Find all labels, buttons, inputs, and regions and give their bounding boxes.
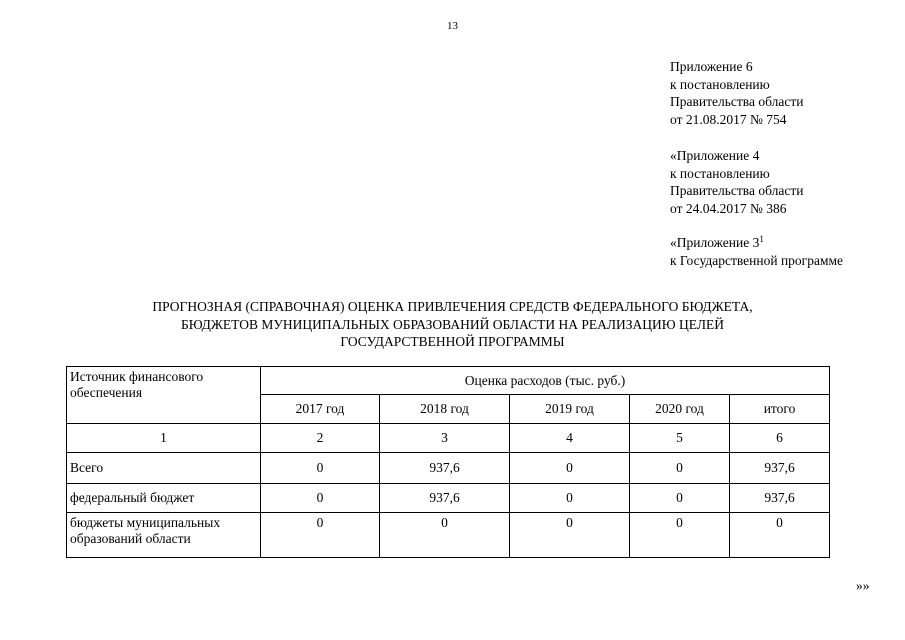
- document-title: [60, 298, 845, 351]
- closing-quote: »»: [856, 578, 870, 593]
- column-number: 3: [380, 424, 510, 453]
- table-cell: 937,6: [730, 483, 830, 512]
- title-line: ПРОГНОЗНАЯ (СПРАВОЧНАЯ) ОЦЕНКА ПРИВЛЕЧЕНИЯ СРЕДСТВ ФЕДЕРАЛЬНОГО БЮДЖЕТА,: [152, 299, 753, 314]
- appendix-3-superscript: 1: [759, 234, 764, 244]
- table-row: [67, 512, 830, 557]
- table-cell: 937,6: [380, 453, 510, 483]
- table-cell: 937,6: [730, 453, 830, 483]
- column-number: 1: [67, 424, 261, 453]
- table-cell: 0: [380, 512, 510, 557]
- appendix-3-block: [670, 234, 843, 269]
- column-number: 5: [630, 424, 730, 453]
- appendix-6-block: [670, 58, 803, 128]
- table-cell: 0: [730, 512, 830, 557]
- table-cell: 0: [630, 483, 730, 512]
- appendix-4-line: к постановлению: [670, 165, 770, 181]
- finance-table: [66, 366, 830, 558]
- year-header: 2019 год: [510, 395, 630, 424]
- appendix-6-line: к постановлению: [670, 76, 770, 92]
- appendix-6-line: Приложение 6: [670, 59, 753, 74]
- table-cell: 0: [630, 512, 730, 557]
- table-cell: 0: [261, 512, 380, 557]
- appendix-6-line: от 21.08.2017 № 754: [670, 111, 787, 127]
- table-cell: 0: [510, 453, 630, 483]
- table-header-row: [67, 367, 830, 395]
- table-cell: 0: [261, 483, 380, 512]
- table-cell: 937,6: [380, 483, 510, 512]
- row-label: бюджеты муниципальных образований области: [67, 512, 261, 557]
- table-row: [67, 453, 830, 483]
- appendix-4-line: от 24.04.2017 № 386: [670, 200, 787, 216]
- page-number: 13: [447, 20, 458, 32]
- title-line: ГОСУДАРСТВЕННОЙ ПРОГРАММЫ: [340, 334, 565, 349]
- column-number: 4: [510, 424, 630, 453]
- row-label: Всего: [67, 453, 261, 483]
- table-cell: 0: [630, 453, 730, 483]
- column-number-row: [67, 424, 830, 453]
- appendix-4-block: [670, 147, 803, 217]
- table-cell: 0: [261, 453, 380, 483]
- year-header: 2017 год: [261, 395, 380, 424]
- appendix-4-line: Правительства области: [670, 183, 804, 198]
- source-header: Источник финансового обеспечения: [67, 367, 261, 424]
- appendix-3-text: «Приложение 3: [670, 235, 760, 250]
- column-number: 6: [730, 424, 830, 453]
- appendix-3-line: к Государственной программе: [670, 252, 844, 268]
- appendix-3-line: [670, 234, 843, 252]
- title-line: БЮДЖЕТОВ МУНИЦИПАЛЬНЫХ ОБРАЗОВАНИЙ ОБЛАСТИ НА РЕАЛИЗАЦИЮ ЦЕЛЕЙ: [181, 316, 724, 332]
- total-header: итого: [730, 395, 830, 424]
- table-cell: 0: [510, 512, 630, 557]
- estimate-header: Оценка расходов (тыс. руб.): [261, 367, 830, 395]
- appendix-4-line: «Приложение 4: [670, 148, 760, 163]
- year-header: 2020 год: [630, 395, 730, 424]
- appendix-6-line: Правительства области: [670, 94, 804, 109]
- table-cell: 0: [510, 483, 630, 512]
- column-number: 2: [261, 424, 380, 453]
- year-header: 2018 год: [380, 395, 510, 424]
- row-label: федеральный бюджет: [67, 483, 261, 512]
- table-row: [67, 483, 830, 512]
